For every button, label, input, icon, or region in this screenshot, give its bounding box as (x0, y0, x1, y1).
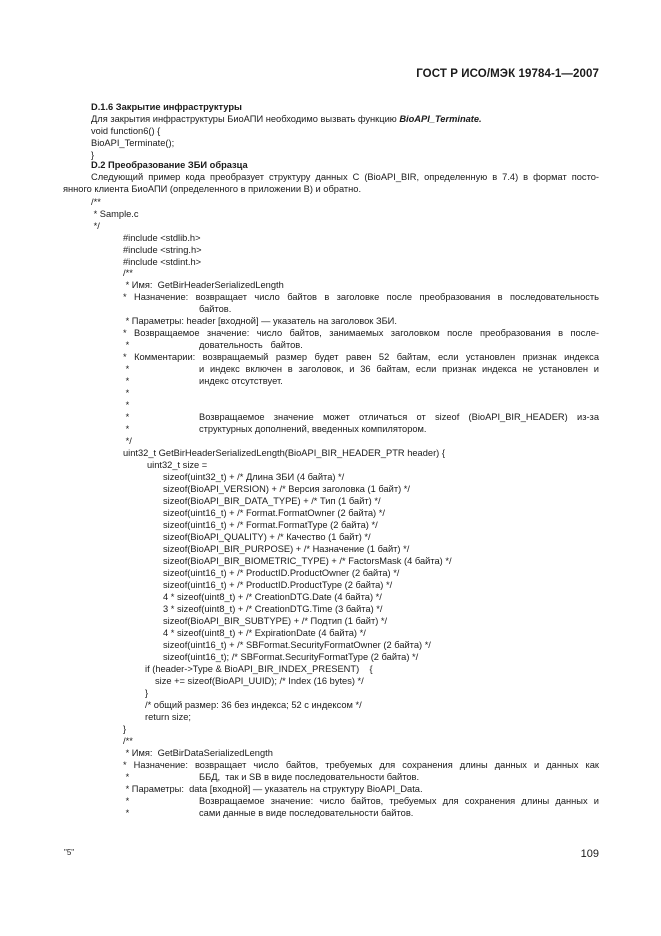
code-line: sizeof(uint16_t) + /* ProductID.ProductOwner (2 байта) */ (163, 568, 400, 578)
d16-intro (91, 113, 482, 125)
code-line: sizeof(BioAPI_BIR_PURPOSE) + /* Назначение (1 байт) */ (163, 544, 410, 554)
d2-paragraph-line2: янного клиента БиоАПИ (определенного в приложении В) и обратно. (63, 184, 362, 194)
code-comment: */ (123, 436, 132, 446)
code-comment: /** (123, 736, 133, 746)
code-comment: /** (91, 197, 101, 207)
code-comment: * Имя: GetBirDataSerializedLength (123, 748, 273, 758)
code-include: #include <stdlib.h> (123, 233, 201, 243)
d16-intro-text: Для закрытия инфраструктуры БиоАПИ необходимо вызвать функцию (91, 114, 400, 124)
code-comment: * Назначение: возвращает число байтов, требуемых для сохранения длины данных и данных как (123, 760, 599, 770)
code-line: sizeof(uint16_t) + /* ProductID.ProductType (2 байта) */ (163, 580, 393, 590)
code-line: sizeof(uint16_t); /* SBFormat.SecurityFormatType (2 байта) */ (163, 652, 419, 662)
code-comment: сами данные в виде последовательности байтов. (199, 808, 414, 818)
code-comment: * (123, 796, 130, 806)
code-comment: * (123, 808, 130, 818)
code-comment: * (123, 424, 130, 434)
standard-header: ГОСТ Р ИСО/МЭК 19784-1—2007 (416, 68, 599, 80)
code-line: 4 * sizeof(uint8_t) + /* CreationDTG.Date (4 байта) */ (163, 592, 382, 602)
code-line: sizeof(BioAPI_BIR_SUBTYPE) + /* Подтип (1 байт) */ (163, 616, 388, 626)
code-comment: * (123, 376, 130, 386)
code-line: 4 * sizeof(uint8_t) + /* ExpirationDate (4 байта) */ (163, 628, 366, 638)
code-comment: * (123, 388, 130, 398)
d2-paragraph-line1: Следующий пример кода преобразует структуру данных C (BioAPI_BIR, определенную в 7.4) в формат посто- (91, 172, 599, 182)
code-comment: Возвращаемое значение: число байтов, требуемых для сохранения длины данных и (199, 796, 599, 806)
code-line: void function6() { (91, 126, 161, 136)
code-comment: * (123, 340, 130, 350)
code-line: size += sizeof(BioAPI_UUID); /* Index (16 bytes) */ (155, 676, 364, 686)
code-comment: и индекс включен в заголовок, и 36 байтам, если признак индекса не установлен и (199, 364, 599, 374)
code-comment: * (123, 364, 130, 374)
code-comment: * (123, 412, 130, 422)
code-line: } (123, 724, 127, 734)
code-line: sizeof(BioAPI_VERSION) + /* Версия заголовка (1 байт) */ (163, 484, 411, 494)
code-line: /* общий размер: 36 без индекса; 52 с индексом */ (145, 700, 362, 710)
code-comment: индекс отсутствует. (199, 376, 283, 386)
page-number: 109 (580, 848, 599, 860)
code-line: 3 * sizeof(uint8_t) + /* CreationDTG.Time (3 байта) */ (163, 604, 383, 614)
code-comment: довательность байтов. (199, 340, 303, 350)
code-comment: * Назначение: возвращает число байтов в заголовке после преобразования в последовательность (123, 292, 599, 302)
code-comment: * Имя: GetBirHeaderSerializedLength (123, 280, 284, 290)
code-comment: */ (91, 221, 100, 231)
d16-function-name: BioAPI_Terminate. (399, 114, 482, 124)
code-function-signature: uint32_t GetBirHeaderSerializedLength(BioAPI_BIR_HEADER_PTR header) { (123, 448, 445, 458)
code-comment: байтов. (199, 304, 232, 314)
code-line: sizeof(BioAPI_QUALITY) + /* Качество (1 байт) */ (163, 532, 371, 542)
code-line: sizeof(BioAPI_BIR_BIOMETRIC_TYPE) + /* FactorsMask (4 байта) */ (163, 556, 452, 566)
code-comment: * (123, 772, 130, 782)
code-line: sizeof(uint16_t) + /* Format.FormatType (2 байта) */ (163, 520, 378, 530)
code-comment: * Параметры: header [входной] — указатель на заголовок ЗБИ. (123, 316, 397, 326)
code-comment: /** (123, 268, 133, 278)
code-comment: структурных дополнений, введенных компилятором. (199, 424, 427, 434)
code-line: sizeof(BioAPI_BIR_DATA_TYPE) + /* Тип (1 байт) */ (163, 496, 381, 506)
code-line: sizeof(uint32_t) + /* Длина ЗБИ (4 байта) */ (163, 472, 345, 482)
code-comment: * (123, 400, 130, 410)
code-include: #include <stdint.h> (123, 257, 202, 267)
code-line: } (145, 688, 149, 698)
section-heading-d2: D.2 Преобразование ЗБИ образца (91, 160, 248, 170)
code-line: sizeof(uint16_t) + /* SBFormat.SecurityFormatOwner (2 байта) */ (163, 640, 431, 650)
code-line: return size; (145, 712, 191, 722)
code-line: BioAPI_Terminate(); (91, 138, 175, 148)
code-comment: * Комментарии: возвращаемый размер будет равен 52 байтам, если установлен признак индекса (123, 352, 599, 362)
code-comment: Возвращаемое значение может отличаться от sizeof (BioAPI_BIR_HEADER) из-за (199, 412, 599, 422)
code-comment: * Параметры: data [входной] — указатель на структуру BioAPI_Data. (123, 784, 423, 794)
code-include: #include <string.h> (123, 245, 202, 255)
code-line: uint32_t size = (147, 460, 208, 470)
code-comment: * Sample.c (91, 209, 139, 219)
section-heading-d16: D.1.6 Закрытие инфраструктуры (91, 102, 242, 112)
code-comment: * Возвращаемое значение: число байтов, занимаемых заголовком после преобразования в после- (123, 328, 599, 338)
footer-mark: "5" (64, 848, 75, 857)
code-comment: ББД, так и SB в виде последовательности байтов. (199, 772, 420, 782)
code-line: } (91, 150, 95, 160)
code-line: sizeof(uint16_t) + /* Format.FormatOwner (2 байта) */ (163, 508, 385, 518)
code-line: if (header->Type & BioAPI_BIR_INDEX_PRESENT) { (145, 664, 373, 674)
